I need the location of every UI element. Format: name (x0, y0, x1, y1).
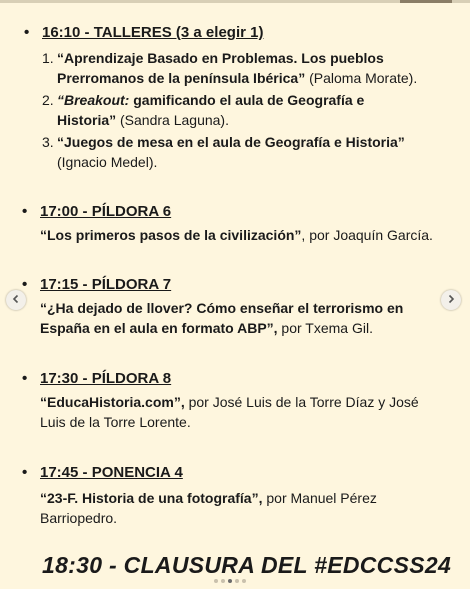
bullet: • (22, 370, 28, 387)
pildora7-title: 17:15 - PÍLDORA 7 (40, 276, 172, 293)
ponencia4-title: 17:45 - PONENCIA 4 (40, 464, 183, 481)
pildora8-author-line2: Luis de la Torre Lorente. (40, 414, 191, 430)
closing-title: 18:30 - CLAUSURA DEL #EDCCSS24 (42, 552, 452, 578)
bullet: • (22, 464, 28, 481)
ponencia4-line1 (40, 488, 377, 508)
taller-2-title-line2: Historia” (57, 112, 117, 128)
carousel-indicator (214, 579, 246, 583)
taller-2-title-italic: “Breakout: (57, 92, 130, 108)
talleres-heading (24, 23, 263, 43)
ponencia4-author-line2: Barriopedro. (40, 510, 118, 526)
pildora6-title: 17:00 - PÍLDORA 6 (40, 203, 172, 220)
list-number: 3. (42, 134, 54, 150)
taller-3-title: “Juegos de mesa en el aula de Geografía e Historia” (57, 134, 405, 150)
pildora8-heading (22, 369, 171, 389)
carousel-dot[interactable] (228, 579, 232, 583)
carousel-dot[interactable] (221, 579, 225, 583)
taller-1-title-line1: “Aprendizaje Basado en Problemas. Los pueblos (57, 50, 384, 66)
pildora6-heading (22, 202, 171, 222)
pildora7-heading (22, 275, 171, 295)
taller-1-author: (Paloma Morate). (305, 70, 418, 86)
pildora6-talk-title: “Los primeros pasos de la civilización” (40, 227, 302, 243)
pildora7-talk-title-line2: España en el aula en formato ABP”, (40, 320, 278, 336)
pildora8-talk-title: “EducaHistoria.com”, (40, 394, 185, 410)
carousel-dot[interactable] (242, 579, 246, 583)
bullet: • (22, 203, 28, 220)
list-number: 1. (42, 50, 54, 66)
ponencia4-talk-title: “23-F. Historia de una fotografía”, (40, 490, 263, 506)
pildora7-author: por Txema Gil. (277, 320, 373, 336)
taller-2-line1 (57, 90, 364, 110)
taller-3-author: (Ignacio Medel). (57, 154, 158, 170)
taller-2-line2 (57, 110, 229, 130)
taller-1-line2 (57, 68, 417, 88)
talleres-title: 16:10 - TALLERES (3 a elegir 1) (42, 24, 264, 41)
pildora6-body (40, 225, 433, 245)
pildora7-line2 (40, 318, 373, 338)
pildora6-author: , por Joaquín García. (301, 227, 433, 243)
carousel-dot[interactable] (214, 579, 218, 583)
bullet: • (22, 276, 28, 293)
carousel-next-button[interactable] (441, 290, 461, 310)
taller-1-title-line2: Prerromanos de la península Ibérica” (57, 70, 306, 86)
ponencia4-author-line1: por Manuel Pérez (262, 490, 377, 506)
carousel-dot[interactable] (235, 579, 239, 583)
pildora8-author-line1: por José Luis de la Torre Díaz y José (184, 394, 419, 410)
chevron-left-icon (11, 291, 21, 309)
taller-2-title-line1: gamificando el aula de Geografía e (129, 92, 365, 108)
chevron-right-icon (446, 291, 456, 309)
pildora7-talk-title-line1: “¿Ha dejado de llover? Cómo enseñar el terrorismo en (40, 300, 404, 316)
taller-2-author: (Sandra Laguna). (116, 112, 229, 128)
ponencia4-heading (22, 463, 183, 483)
carousel-prev-button[interactable] (6, 290, 26, 310)
list-number: 2. (42, 92, 54, 108)
bullet: • (24, 24, 30, 41)
pildora8-line1 (40, 392, 419, 412)
pildora8-title: 17:30 - PÍLDORA 8 (40, 370, 172, 387)
